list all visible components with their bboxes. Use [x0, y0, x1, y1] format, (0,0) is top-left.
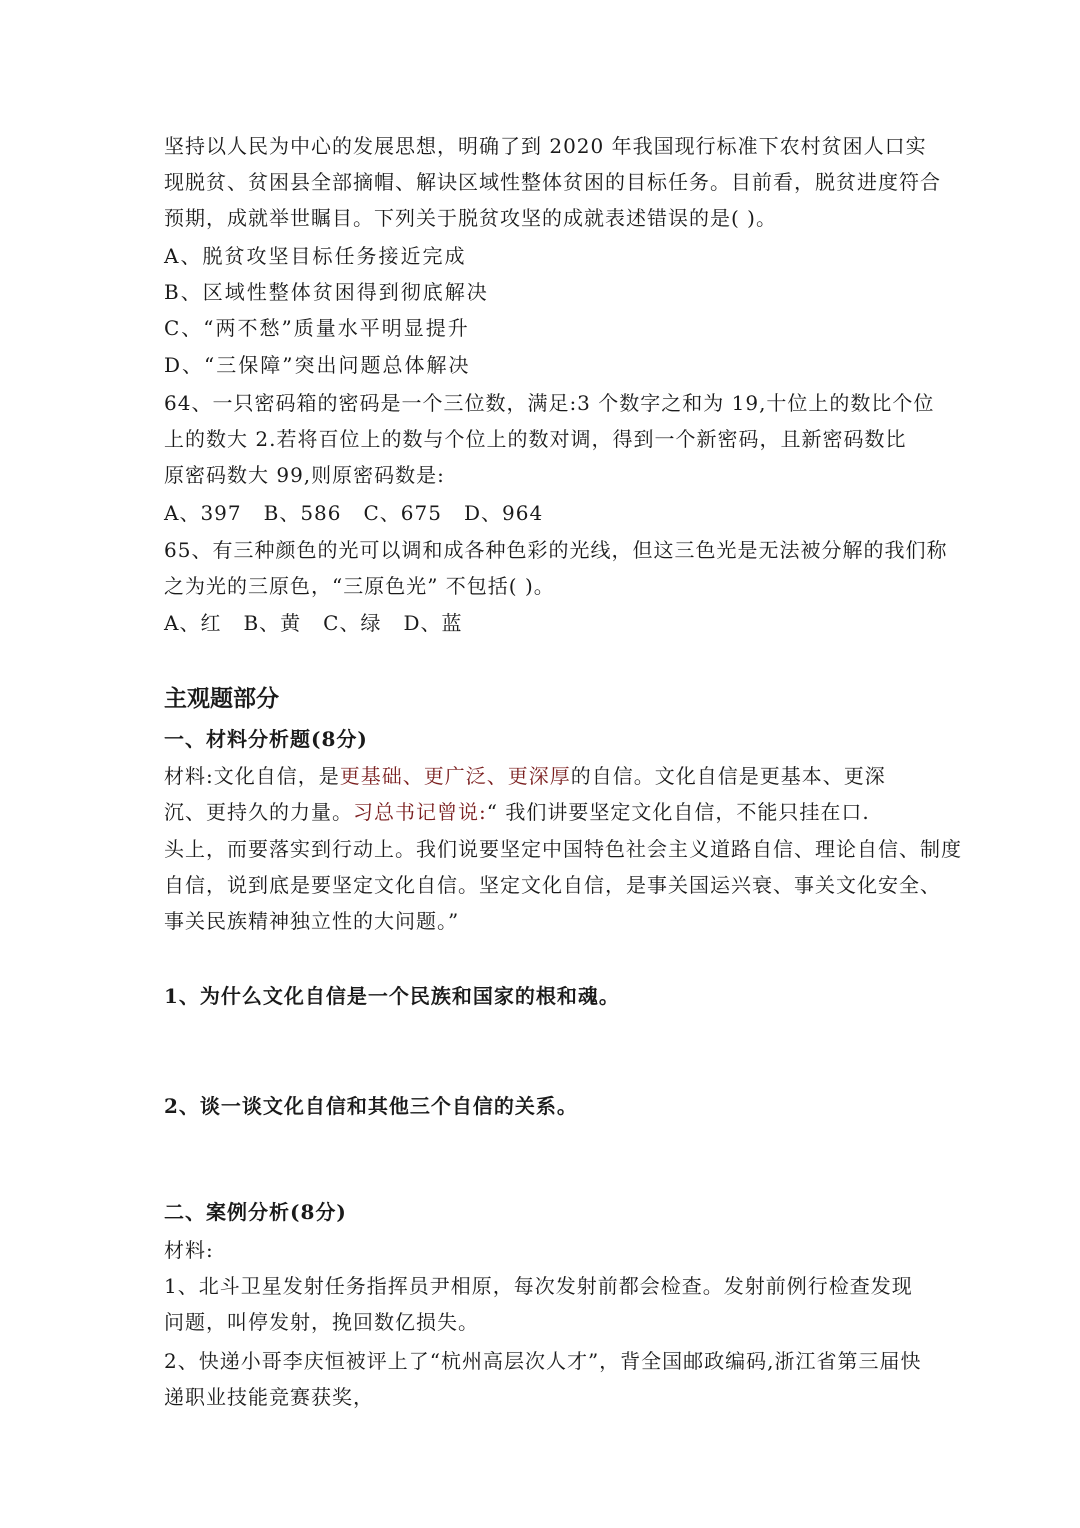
material-line-3: 头上，而要落实到行动上。我们说要坚定中国特色社会主义道路自信、理论自信、制度 [164, 837, 962, 861]
q65-choice-a: A、红 [164, 611, 222, 635]
material-highlight: 习总书记曾说: [353, 800, 487, 824]
q63-option-a: A、脱贫攻坚目标任务接近完成 [164, 244, 467, 268]
q63-line-1: 坚持以人民为中心的发展思想，明确了到 2020 年我国现行标准下农村贫困人口实 [164, 134, 927, 158]
material-text: “ 我们讲要坚定文化自信，不能只挂在口. [486, 800, 870, 824]
part1-heading: 一、材料分析题(8分) [164, 727, 368, 751]
q64-choice-d: D、964 [463, 501, 544, 525]
part1-question-1: 1、为什么文化自信是一个民族和国家的根和魂。 [164, 984, 620, 1008]
q63-option-d: D、“三保障”突出问题总体解决 [164, 353, 471, 377]
q63-line-3: 预期，成就举世瞩目。下列关于脱贫攻坚的成就表述错误的是( )。 [164, 206, 777, 230]
part2-line-4: 递职业技能竞赛获奖， [164, 1385, 374, 1409]
section-title: 主观题部分 [164, 686, 279, 712]
material-line-5: 事关民族精神独立性的大问题。” [164, 909, 460, 933]
q65-choice-c: C、绿 [323, 611, 382, 635]
material-text: 材料:文化自信，是 [164, 764, 340, 788]
part2-line-3: 2、快递小哥李庆恒被评上了“杭州高层次人才”，背全国邮政编码,浙江省第三届快 [164, 1349, 922, 1373]
q64-choice-b: B、586 [263, 501, 342, 525]
q64-line-1: 64、一只密码箱的密码是一个三位数，满足:3 个数字之和为 19,十位上的数比个位 [164, 391, 935, 415]
q64-line-2: 上的数大 2.若将百位上的数与个位上的数对调，得到一个新密码，且新密码数比 [164, 427, 907, 451]
material-line-4: 自信，说到底是要坚定文化自信。坚定文化自信，是事关国运兴衰、事关文化安全、 [164, 873, 941, 897]
part2-material-label: 材料: [164, 1238, 214, 1262]
q63-option-b: B、区域性整体贫困得到彻底解决 [164, 280, 489, 304]
q63-line-2: 现脱贫、贫困县全部摘帽、解诀区域性整体贫困的目标任务。目前看，脱贫进度符合 [164, 170, 941, 194]
q65-line-1: 65、有三种颜色的光可以调和成各种色彩的光线，但这三色光是无法被分解的我们称 [164, 538, 948, 562]
q65-choice-d: D、蓝 [403, 611, 463, 635]
q65-line-2: 之为光的三原色，“三原色光” 不包括( )。 [164, 574, 555, 598]
q64-choice-a: A、397 [164, 501, 242, 525]
q65-choices [164, 609, 944, 637]
material-line-2 [164, 798, 944, 826]
material-text: 的自信。文化自信是更基本、更深 [570, 764, 886, 788]
q64-choices [164, 499, 944, 527]
part2-line-2: 问题，叫停发射，挽回数亿损失。 [164, 1310, 479, 1334]
material-highlight: 更基础、更广泛、更深厚 [339, 764, 571, 788]
part2-heading: 二、案例分析(8分) [164, 1200, 347, 1224]
material-line-1 [164, 762, 944, 790]
q64-line-3: 原密码数大 99,则原密码数是: [164, 463, 445, 487]
q63-option-c: C、“两不愁”质量水平明显提升 [164, 316, 470, 340]
q64-choice-c: C、675 [363, 501, 442, 525]
material-text: 沉、更持久的力量。 [164, 800, 353, 824]
q65-choice-b: B、黄 [243, 611, 302, 635]
part2-line-1: 1、北斗卫星发射任务指挥员尹相原，每次发射前都会检查。发射前例行检查发现 [164, 1274, 913, 1298]
part1-question-2: 2、谈一谈文化自信和其他三个自信的关系。 [164, 1094, 578, 1118]
